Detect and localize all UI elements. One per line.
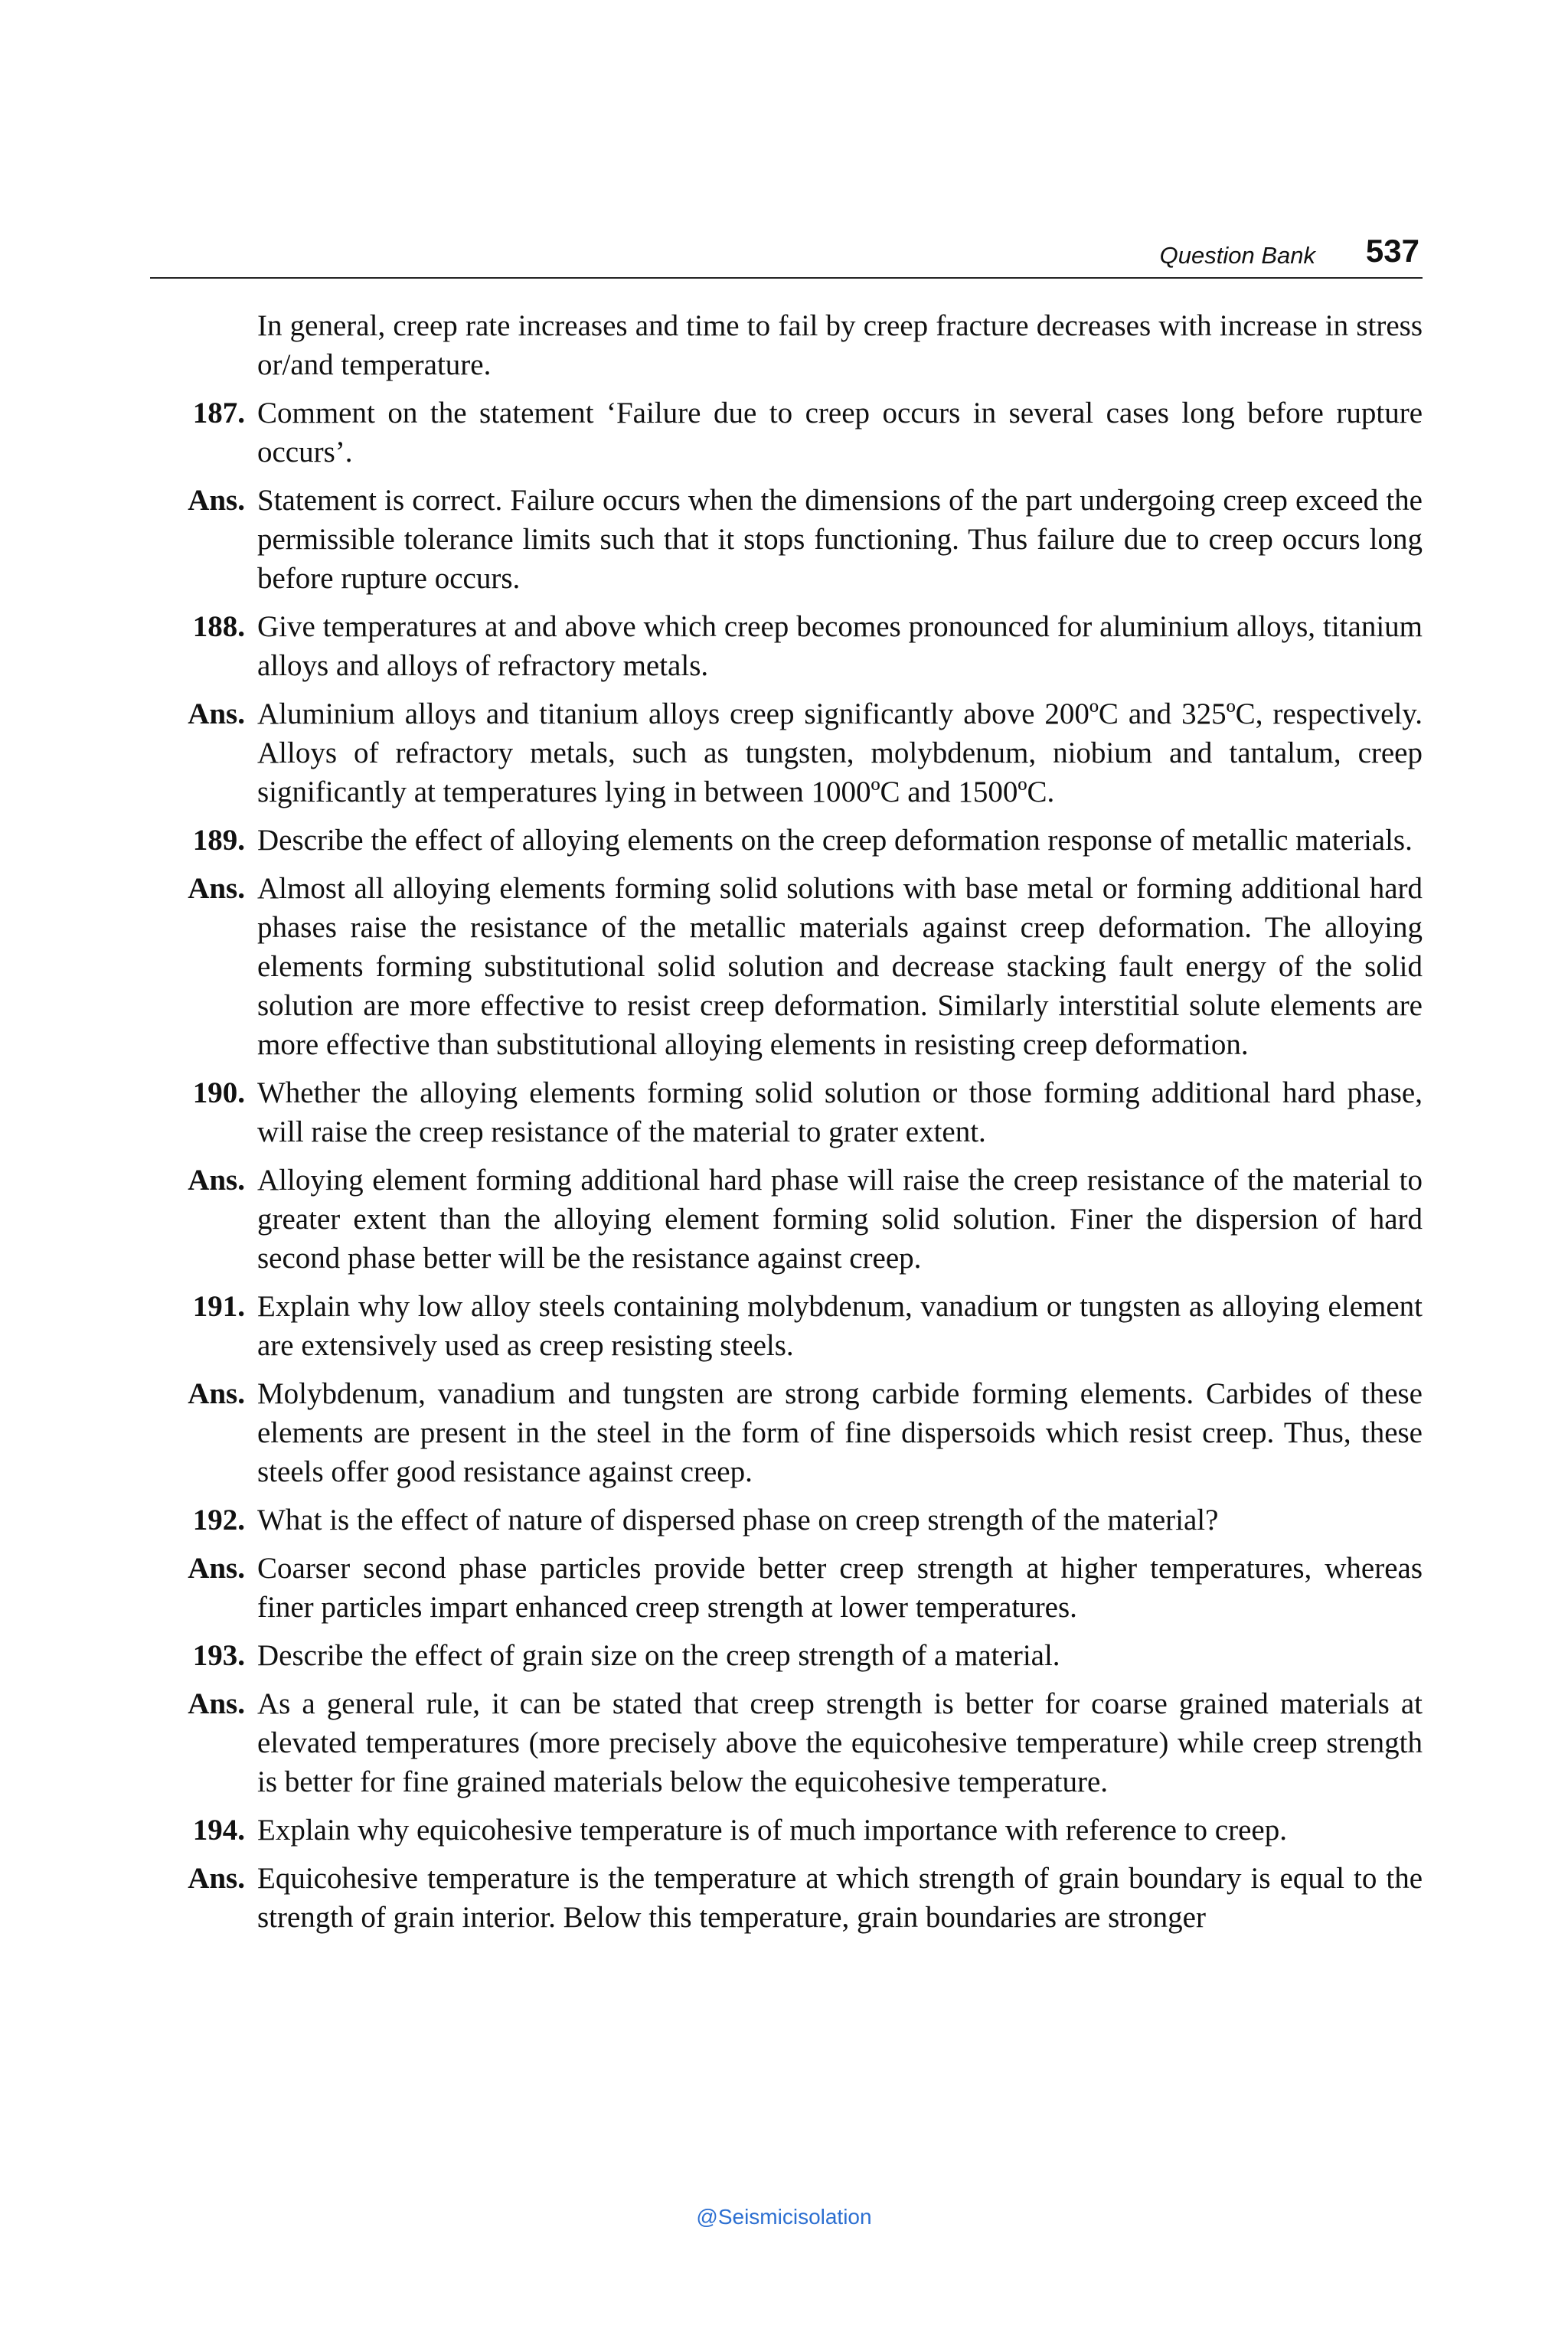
answer-label: Ans. bbox=[188, 1862, 245, 1895]
answer-item bbox=[150, 1859, 1423, 1937]
answer-item bbox=[150, 1684, 1423, 1801]
answer-item bbox=[150, 869, 1423, 1064]
question-number: 188. bbox=[192, 610, 245, 643]
item-label bbox=[150, 306, 245, 384]
question-text: Explain why equicohesive temperature is of much importance with reference to creep. bbox=[257, 1814, 1287, 1847]
answer-text: Equicohesive temperature is the temperature at which strength of grain boundary is equal to the strength of grain interior. Below this temperature, grain boundaries are stronger bbox=[257, 1862, 1423, 1934]
answer-text: Statement is correct. Failure occurs when the dimensions of the part undergoing creep exceed the permissible tolerance limits such that it stops functioning. Thus failure due to creep occurs long before rupture occurs. bbox=[257, 484, 1423, 595]
answer-text: Alloying element forming additional hard phase will raise the creep resistance of the material to greater extent than the alloying element forming solid solution. Finer the dispersion of hard second phase better will be the resistance against creep. bbox=[257, 1164, 1423, 1275]
question-item bbox=[150, 1501, 1423, 1540]
answer-label: Ans. bbox=[188, 484, 245, 517]
answer-item bbox=[150, 481, 1423, 598]
question-item bbox=[150, 1636, 1423, 1675]
question-item bbox=[150, 1073, 1423, 1151]
answer-label: Ans. bbox=[188, 697, 245, 730]
answer-label: Ans. bbox=[188, 1687, 245, 1720]
answer-label: Ans. bbox=[188, 872, 245, 905]
page-header bbox=[150, 230, 1423, 279]
question-item bbox=[150, 607, 1423, 685]
question-list bbox=[150, 306, 1423, 1946]
answer-label: Ans. bbox=[188, 1377, 245, 1410]
item-text: In general, creep rate increases and time to fail by creep fracture decreases with increase in stress or/and temperature. bbox=[257, 309, 1423, 381]
answer-item bbox=[150, 1161, 1423, 1278]
question-text: Describe the effect of grain size on the creep strength of a material. bbox=[257, 1639, 1060, 1672]
question-item bbox=[150, 821, 1423, 860]
question-number: 189. bbox=[192, 824, 245, 857]
question-item bbox=[150, 394, 1423, 472]
answer-label: Ans. bbox=[188, 1164, 245, 1197]
question-item bbox=[150, 1811, 1423, 1850]
question-number: 191. bbox=[192, 1290, 245, 1323]
answer-text: As a general rule, it can be stated that creep strength is better for coarse grained materials at elevated temperatures (more precisely above the equicohesive temperature) while creep strength is better for fine grained materials below the equicohesive temperature. bbox=[257, 1687, 1423, 1798]
running-title: Question Bank bbox=[1159, 242, 1315, 269]
answer-text: Almost all alloying elements forming solid solutions with base metal or forming additional hard phases raise the resistance of the metallic materials against creep deformation. The alloying elements forming substitutional solid solution and decrease stacking fault energy of the solid solution are more effective to resist creep deformation. Similarly interstitial solute elements are more effective than substitutional alloying elements in resisting creep deformation. bbox=[257, 872, 1423, 1061]
answer-item bbox=[150, 1374, 1423, 1491]
answer-text: Coarser second phase particles provide better creep strength at higher temperatures, whereas finer particles impart enhanced creep strength at lower temperatures. bbox=[257, 1552, 1423, 1624]
question-number: 190. bbox=[192, 1076, 245, 1109]
paragraph-continuation bbox=[150, 306, 1423, 384]
answer-item bbox=[150, 1549, 1423, 1627]
answer-text: Molybdenum, vanadium and tungsten are strong carbide forming elements. Carbides of these elements are present in the steel in the form of fine dispersoids which resist creep. Thus, these steels offer good resistance against creep. bbox=[257, 1377, 1423, 1488]
question-number: 187. bbox=[192, 397, 245, 429]
question-number: 192. bbox=[192, 1504, 245, 1537]
question-text: Explain why low alloy steels containing molybdenum, vanadium or tungsten as alloying element are extensively used as creep resisting steels. bbox=[257, 1290, 1423, 1362]
page-number: 537 bbox=[1365, 233, 1419, 269]
question-text: What is the effect of nature of dispersed phase on creep strength of the material? bbox=[257, 1504, 1219, 1537]
watermark-text: @Seismicisolation bbox=[696, 2205, 872, 2229]
answer-label: Ans. bbox=[188, 1552, 245, 1585]
question-item bbox=[150, 1287, 1423, 1365]
question-text: Whether the alloying elements forming solid solution or those forming additional hard phase, will raise the creep resistance of the material to grater extent. bbox=[257, 1076, 1423, 1148]
question-text: Give temperatures at and above which creep becomes pronounced for aluminium alloys, titanium alloys and alloys of refractory metals. bbox=[257, 610, 1423, 682]
question-number: 193. bbox=[192, 1639, 245, 1672]
question-text: Describe the effect of alloying elements on the creep deformation response of metallic materials. bbox=[257, 824, 1413, 857]
answer-item bbox=[150, 694, 1423, 812]
answer-text: Aluminium alloys and titanium alloys creep significantly above 200ºC and 325ºC, respectively. Alloys of refractory metals, such as tungsten, molybdenum, niobium and tantalum, creep significantly at temperatures lying in between 1000ºC and 1500ºC. bbox=[257, 697, 1423, 808]
question-text: Comment on the statement ‘Failure due to creep occurs in several cases long before rupture occurs’. bbox=[257, 397, 1423, 469]
question-number: 194. bbox=[192, 1814, 245, 1847]
